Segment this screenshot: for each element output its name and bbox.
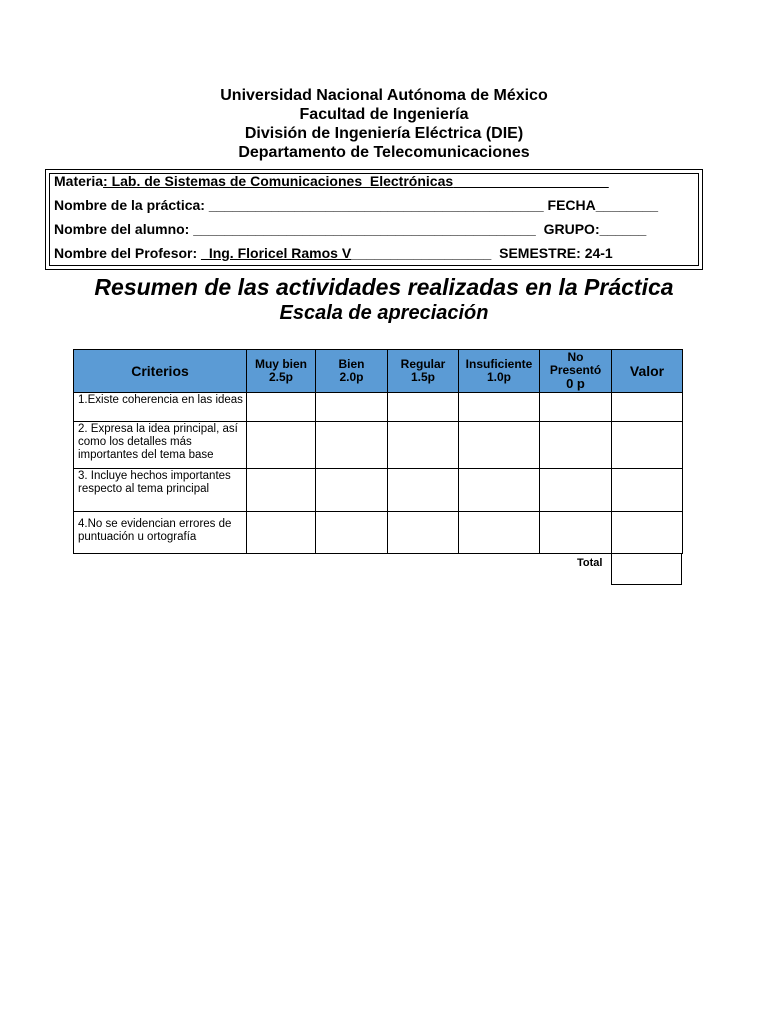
- alumno-label: Nombre del alumno:: [54, 221, 194, 237]
- score-cell[interactable]: [388, 512, 459, 554]
- header-regular: Regular 1.5p: [388, 350, 459, 393]
- sub-title: Escala de apreciación: [279, 302, 489, 324]
- header-valor: Valor: [612, 350, 683, 393]
- score-cell[interactable]: [388, 422, 459, 469]
- score-cell[interactable]: [459, 469, 540, 512]
- materia-line: [54, 173, 609, 190]
- score-cell[interactable]: [247, 422, 316, 469]
- materia-blank: [453, 173, 609, 189]
- table-header-row: [74, 350, 683, 393]
- score-cell[interactable]: [316, 393, 388, 422]
- alumno-field[interactable]: ____________________________________________: [193, 221, 536, 237]
- practica-label: Nombre de la práctica:: [54, 197, 209, 213]
- value-cell[interactable]: [612, 393, 683, 422]
- score-cell[interactable]: [540, 393, 612, 422]
- practica-field[interactable]: ___________________________________________: [208, 197, 544, 213]
- value-cell[interactable]: [612, 422, 683, 469]
- alumno-line: [54, 221, 646, 238]
- document-header: [0, 86, 768, 162]
- score-cell[interactable]: [459, 422, 540, 469]
- total-value-cell[interactable]: [611, 553, 682, 585]
- grupo-label: GRUPO:: [535, 221, 600, 237]
- score-cell[interactable]: [540, 512, 612, 554]
- score-cell[interactable]: [247, 393, 316, 422]
- criterion-cell: 3. Incluye hechos importantes respecto al tema principal: [74, 469, 247, 512]
- score-cell[interactable]: [316, 512, 388, 554]
- appraisal-table: [73, 349, 683, 554]
- profesor-value: _Ing. Floricel Ramos V: [201, 245, 352, 261]
- main-title: Resumen de las actividades realizadas en la Práctica: [94, 274, 674, 300]
- table-row: [74, 512, 683, 554]
- criterion-cell: 4.No se evidencian errores de puntuación u ortografía: [74, 512, 247, 554]
- university-name: Universidad Nacional Autónoma de México: [220, 87, 548, 104]
- department-name: Departamento de Telecomunicaciones: [238, 144, 530, 161]
- score-cell[interactable]: [316, 422, 388, 469]
- score-cell[interactable]: [388, 469, 459, 512]
- score-cell[interactable]: [247, 469, 316, 512]
- semestre-label: SEMESTRE: 24-1: [491, 245, 613, 261]
- criterion-cell: 1.Existe coherencia en las ideas: [74, 393, 247, 422]
- materia-label: Materia: [54, 173, 104, 189]
- profesor-label: Nombre del Profesor:: [54, 245, 202, 261]
- faculty-name: Facultad de Ingeniería: [299, 106, 469, 123]
- division-name: División de Ingeniería Eléctrica (DIE): [244, 125, 524, 142]
- value-cell[interactable]: [612, 469, 683, 512]
- table-row: [74, 393, 683, 422]
- score-cell[interactable]: [247, 512, 316, 554]
- score-cell[interactable]: [388, 393, 459, 422]
- score-cell[interactable]: [459, 512, 540, 554]
- total-label: Total: [577, 557, 603, 569]
- header-bien: Bien 2.0p: [316, 350, 388, 393]
- table-row: [74, 469, 683, 512]
- header-insuficiente: Insuficiente 1.0p: [459, 350, 540, 393]
- header-criterios: Criterios: [74, 350, 247, 393]
- criterion-cell: 2. Expresa la idea principal, así como los detalles más importantes del tema base: [74, 422, 247, 469]
- score-cell[interactable]: [316, 469, 388, 512]
- table-row: [74, 422, 683, 469]
- grupo-field[interactable]: ______: [599, 221, 647, 237]
- score-cell[interactable]: [459, 393, 540, 422]
- score-cell[interactable]: [540, 422, 612, 469]
- score-cell[interactable]: [540, 469, 612, 512]
- value-cell[interactable]: [612, 512, 683, 554]
- materia-value: : Lab. de Sistemas de Comunicaciones Electrónicas: [103, 173, 454, 189]
- profesor-line: [54, 245, 613, 262]
- practica-line: [54, 197, 658, 214]
- header-no-presento: No Presentó 0 p: [540, 350, 612, 393]
- profesor-blank: __________________: [351, 245, 492, 261]
- header-muy-bien: Muy bien 2.5p: [247, 350, 316, 393]
- fecha-field[interactable]: ________: [595, 197, 659, 213]
- fecha-label: FECHA: [543, 197, 596, 213]
